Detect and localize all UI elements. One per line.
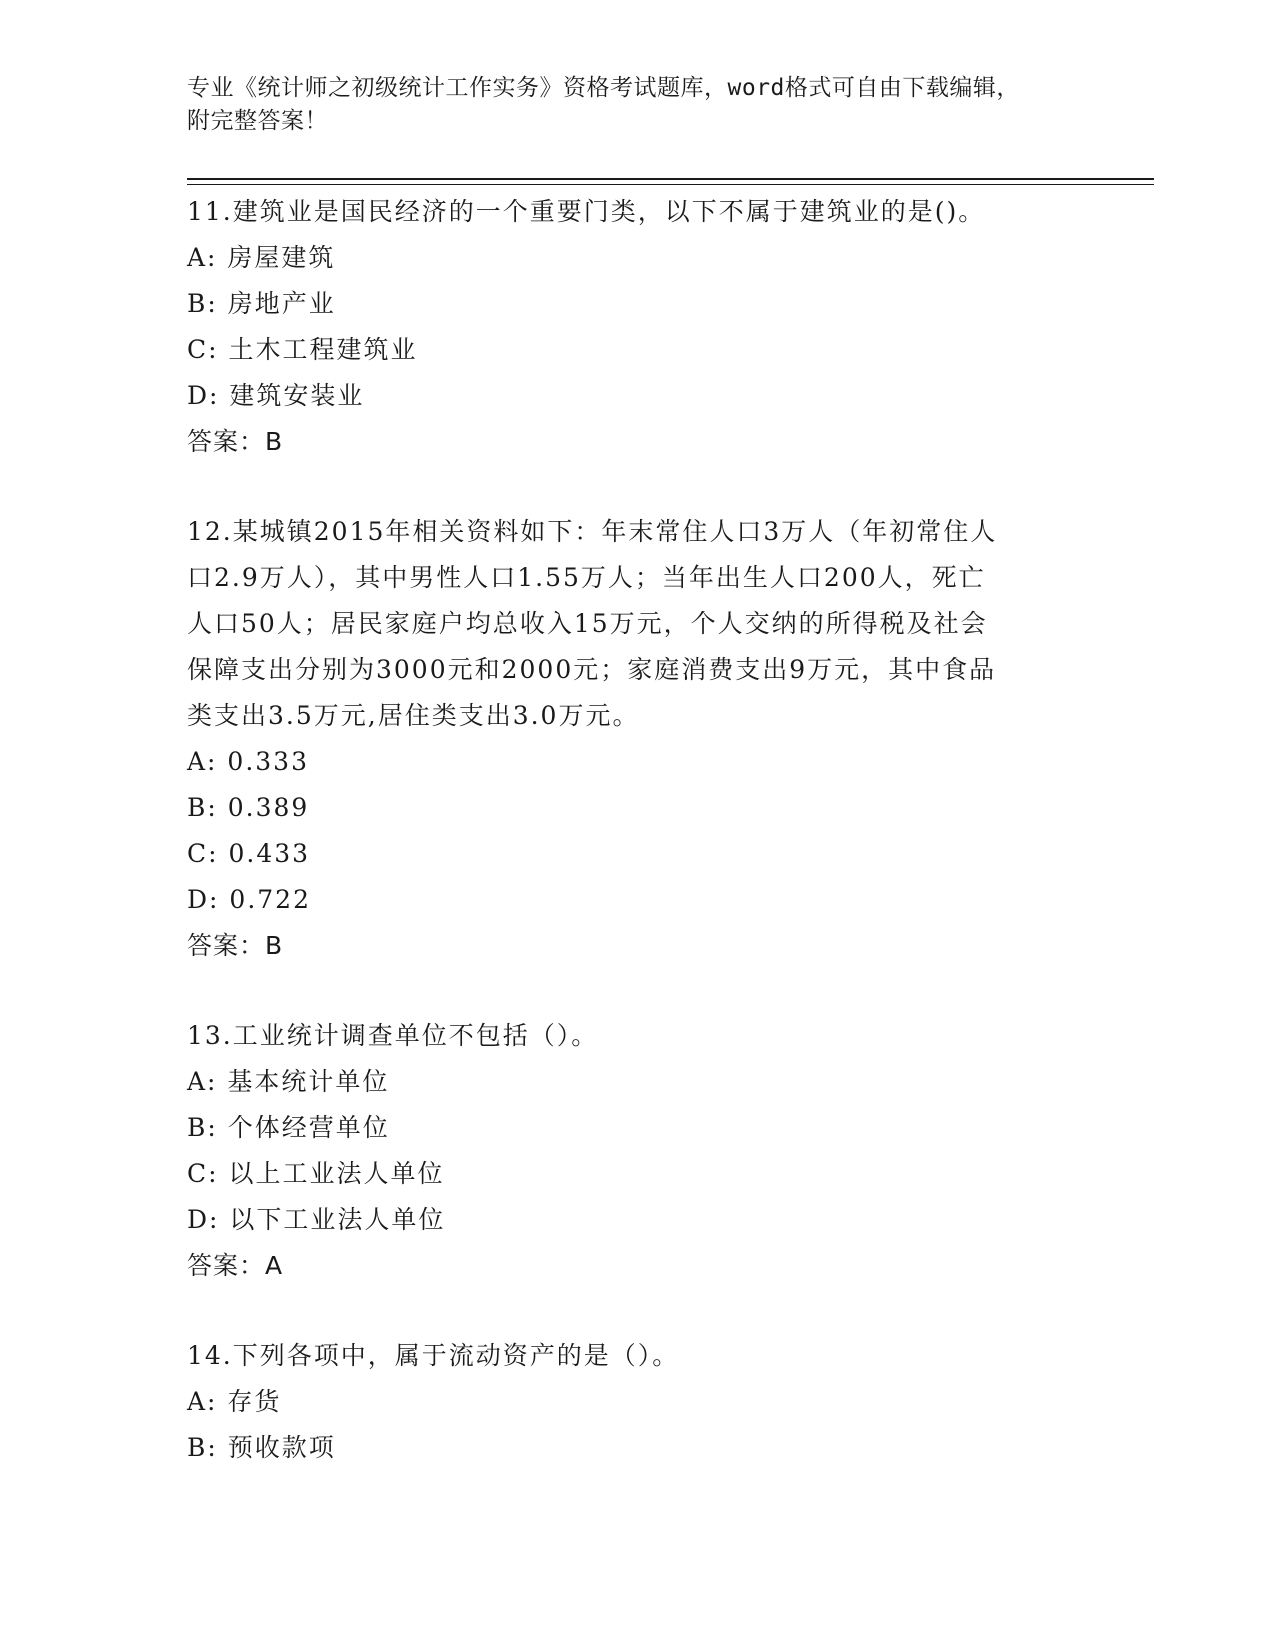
header-divider-thick bbox=[187, 178, 1154, 180]
question-stem-line-1: 12.某城镇2015年相关资料如下：年末常住人口3万人（年初常住人 bbox=[187, 517, 998, 546]
option-d: D: 0.722 bbox=[187, 885, 311, 914]
question-stem-line-4: 保障支出分别为3000元和2000元；家庭消费支出9万元，其中食品 bbox=[187, 655, 997, 684]
option-c: C: 以上工业法人单位 bbox=[187, 1159, 445, 1188]
option-d: D: 建筑安装业 bbox=[187, 381, 365, 410]
question-stem-line-3: 人口50人；居民家庭户均总收入15万元，个人交纳的所得税及社会 bbox=[187, 609, 988, 638]
answer-line: 答案：B bbox=[187, 931, 284, 960]
option-b: B: 个体经营单位 bbox=[187, 1113, 390, 1142]
question-stem: 13.工业统计调查单位不包括（）。 bbox=[187, 1021, 599, 1050]
option-b: B: 0.389 bbox=[187, 793, 310, 822]
question-stem-line-2: 口2.9万人），其中男性人口1.55万人；当年出生人口200人，死亡 bbox=[187, 563, 986, 592]
answer-line: 答案：B bbox=[187, 427, 284, 456]
question-14 bbox=[187, 1333, 1087, 1471]
question-stem: 11.建筑业是国民经济的一个重要门类，以下不属于建筑业的是()。 bbox=[187, 197, 986, 226]
question-spacer bbox=[187, 465, 1087, 509]
option-b: B: 房地产业 bbox=[187, 289, 336, 318]
header-line-2: 附完整答案！ bbox=[187, 108, 328, 134]
question-11 bbox=[187, 189, 1087, 465]
answer-line: 答案：A bbox=[187, 1251, 284, 1280]
question-stem-line-5: 类支出3.5万元,居住类支出3.0万元。 bbox=[187, 701, 640, 730]
option-c: C: 0.433 bbox=[187, 839, 311, 868]
question-stem: 14.下列各项中，属于流动资产的是（）。 bbox=[187, 1341, 680, 1370]
option-a: A: 基本统计单位 bbox=[187, 1067, 390, 1096]
option-b: B: 预收款项 bbox=[187, 1433, 336, 1462]
option-d: D: 以下工业法人单位 bbox=[187, 1205, 446, 1234]
option-a: A: 房屋建筑 bbox=[187, 243, 336, 272]
question-spacer bbox=[187, 1289, 1087, 1333]
question-spacer bbox=[187, 969, 1087, 1013]
option-a: A: 存货 bbox=[187, 1387, 282, 1416]
question-12 bbox=[187, 509, 1087, 969]
document-header bbox=[187, 72, 1067, 138]
option-a: A: 0.333 bbox=[187, 747, 309, 776]
option-c: C: 土木工程建筑业 bbox=[187, 335, 418, 364]
header-divider-thin bbox=[187, 184, 1154, 185]
header-line-1: 专业《统计师之初级统计工作实务》资格考试题库，word格式可自由下载编辑， bbox=[187, 75, 1020, 101]
question-list bbox=[187, 189, 1087, 1471]
question-13 bbox=[187, 1013, 1087, 1289]
